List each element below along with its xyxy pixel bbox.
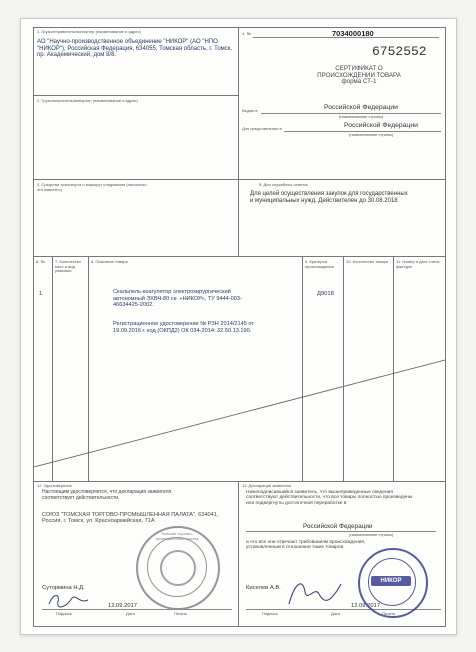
box-importer [34,96,239,180]
signer-left: Сутормина Н.Д. [42,585,85,591]
cancel-line [34,257,445,482]
sig-label-stamp-right: Печать [382,611,396,616]
issued-label: Выдан в [242,108,258,113]
box-importer-label: 2. Грузополучатель/импортер (наименование и адрес) [37,98,138,103]
col-number-header: 6. № [36,259,45,264]
chamber-name: СОЮЗ "ТОМСКАЯ ТОРГОВО-ПРОМЫШЛЕННАЯ ПАЛАТА", 634041, Россия, г. Томск, ул. Красноармейская, 71А [42,512,219,525]
company-seal [358,548,428,618]
box-exporter [34,28,239,96]
company-logo: НИКОР [371,576,411,586]
item-number: 1. [39,291,44,297]
sig-label-signature: Подпись [56,611,72,616]
box-exporter-label: 1. Грузоотправитель/экспортер (наименование и адрес) [37,29,141,34]
date-right: 12.09.2017 [351,603,381,609]
certificate-number-top: 7034000180 [332,29,374,38]
sig-label-signature-right: Подпись [262,611,278,616]
col-invoice-header: 11. Номер и дата счета-фактуры [396,259,441,269]
certificate-title: СЕРТИФИКАТ О ПРОИСХОЖДЕНИИ ТОВАРА форма СТ-1 [317,65,401,86]
signature-left [46,590,96,612]
chamber-seal-text: Томская торгово-промышленная палата [155,531,199,541]
exporter-text: АО "Научно-производственное объединение "НИКОР" (АО "НПО "НИКОР"), Российская Федерация, 634055, Томская область, г. Томск, пр. Академический, дом 8/8. [37,39,233,59]
present-hint: (наименование страны) [349,132,394,137]
col-quantity-header: 10. Количество товара [346,259,389,264]
chamber-seal [136,526,220,610]
box-declaration [239,482,445,626]
certificate-number-big: 6752552 [372,44,427,59]
box-attestation [34,482,239,626]
box-service-notes [239,180,445,257]
certificate-document [20,18,457,635]
present-country: Российской Федерации [344,122,418,129]
box4-label: 4. № [242,31,251,36]
sig-label-stamp: Печать [174,611,188,616]
sig-label-date: Дата [126,611,135,616]
box-transport [34,180,239,257]
box12-label: 12. Удостоверение [37,483,72,488]
item-registration: Регистрационное удостоверение № РЗН 2014/2145 от 19.09.2016 г. код (ОКПД2) ОК 034-2014: 32.50.13.190. [113,321,254,334]
issued-country: Российской Федерации [324,104,398,111]
item-criterion: Д9018 [317,291,334,297]
declaration-country: Российской Федерации [303,523,373,530]
box13-label: 13. Декларация заявителя [242,483,292,488]
declaration-country-hint: (наименование страны) [349,532,394,537]
declaration-text-2: и что все они отвечают требованиям происхождения, установленным в отношении таких товаров [246,540,366,551]
box-certificate-number [239,28,445,180]
col-description-header: 8. Описание товара [91,259,128,264]
col-packages-header: 7. Количество мест и вид упаковки [55,259,81,274]
signer-right: Киселев А.В. [246,585,281,591]
col-criterion-header: 9. Критерии происхождения [305,259,334,269]
sig-label-date-right: Дата [331,611,340,616]
service-notes-text: Для целей осуществления закупок для государственных и муниципальных нужд. Действителен до 30.08.2018 [250,191,408,204]
box-transport-label: 3. Средства транспорта и маршрут следования (насколько это известно) [37,182,147,192]
date-left: 12.09.2017 [108,603,138,609]
item-description: Скальпель-коагулятор электрохирургический автономный ЭХВЧ-80 ск- «НИКОР», ТУ 9444-003-46634425-2002. [113,289,242,308]
attestation-text: Настоящим удостоверяется, что декларация заявителя соответствует действительности. [42,489,172,501]
certificate-frame [33,27,446,627]
box5-label: 5. Для служебных отметок [259,182,309,187]
goods-table [34,257,445,482]
signature-right [285,576,345,610]
declaration-text: Нижеподписавшийся заявитель, что вышеприведенные сведения соответствуют действительности, что все товары полностью произведены или подвергнуты достаточной переработке в [246,490,413,506]
present-label: Для представления в [242,126,282,131]
issued-hint: (наименование страны) [339,114,384,119]
